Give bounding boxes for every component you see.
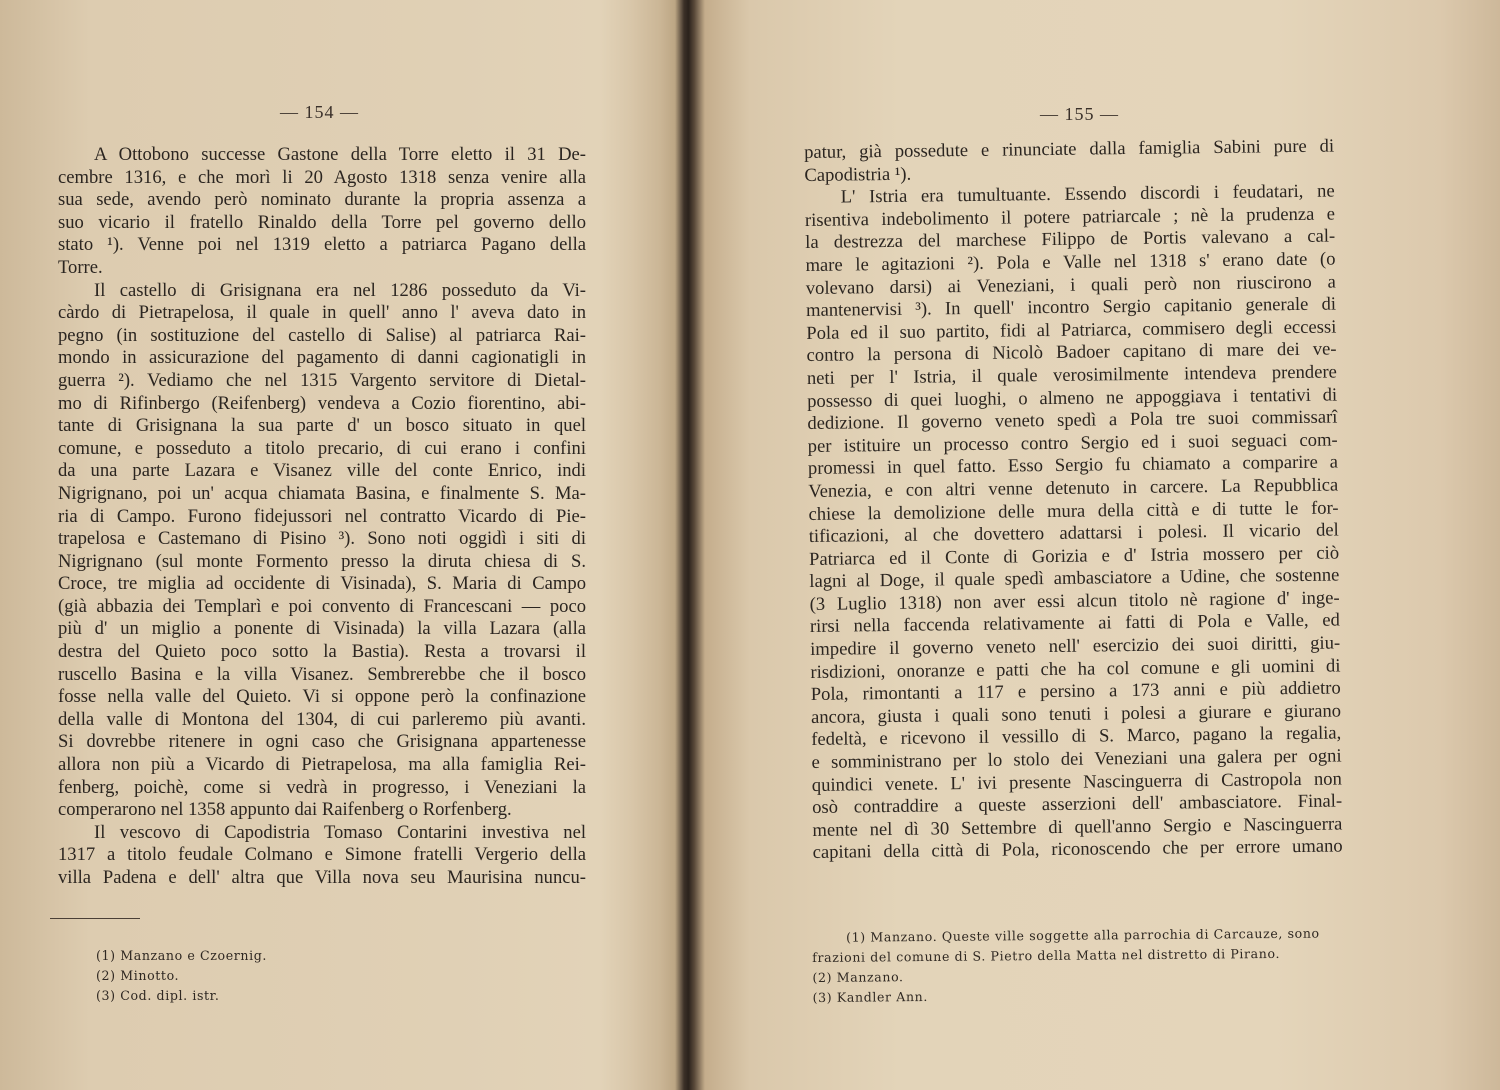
- page-number: — 154 —: [280, 102, 359, 122]
- text-line: L' Istria era tumultuante. Essendo discordi i feudatari, ne: [840, 180, 1335, 208]
- text-line: Capodistria ¹).: [804, 163, 912, 186]
- text-line: mantenervisi ³). In quell' incontro Sergio capitanio generale di: [805, 293, 1337, 322]
- text-line: mare le agitazioni ²). Pola e Valle nel 1318 s' erano date (o: [805, 248, 1336, 276]
- footnote: (1) Manzano. Queste ville soggette alla parrochia di Carcauze, sono: [846, 925, 1320, 945]
- text-line: la destrezza del marchese Filippo de Portis valevano a cal-: [805, 225, 1336, 254]
- text-line: suo vicario il fratello Rinaldo della Torre pel governo dello: [58, 211, 586, 233]
- page-body-text: [58, 144, 586, 890]
- text-line: da una parte Lazara e Visanez ville del conte Enrico, indi: [58, 460, 586, 482]
- text-line: per istituire un processo contro Sergio ed i suoi seguaci com-: [807, 429, 1338, 457]
- text-line: della valle di Montona del 1304, di cui parleremo più avanti.: [58, 708, 586, 730]
- text-line: risdizioni, onoranze e patti che ha col comune e gli uomini di: [810, 655, 1341, 683]
- text-line: guerra ²). Vediamo che nel 1315 Vargento servitore di Dietal-: [58, 369, 586, 391]
- text-line: rirsi nella faccenda relativamente ai fatti di Pola e Valle, ed: [809, 609, 1341, 638]
- text-line: Il castello di Grisignana era nel 1286 posseduto da Vi-: [94, 279, 586, 301]
- footnote: (2) Minotto.: [96, 968, 180, 983]
- text-line: impedire il governo veneto nell' esercizio dei suoi diritti, giu-: [810, 632, 1341, 661]
- text-line: ruscello Basina e la villa Visanez. Sembrerebbe che il bosco: [58, 663, 586, 685]
- text-line: tante di Grisignana la sua parte d' un bosco situato in quel: [58, 415, 586, 437]
- page-number: — 155 —: [1040, 104, 1119, 124]
- text-line: pegno (in sostituzione del castello di Salise) al patriarca Rai-: [58, 324, 586, 346]
- text-line: cembre 1316, e che morì li 20 Agosto 1318 senza venire alla: [58, 166, 586, 188]
- text-line: Nigrignano (sul monte Formento presso la diruta chiesa di S.: [58, 550, 586, 572]
- text-line: comperarono nel 1358 appunto dai Raifenberg o Rorfenberg.: [58, 799, 512, 821]
- text-line: trapelosa e Castemano di Pisino ³). Sono noti oggidì i siti di: [58, 528, 586, 550]
- text-line: possesso di quei luoghi, o almeno ne appoggiava i tentativi di: [807, 384, 1338, 412]
- text-line: mo di Rifinbergo (Reifenberg) vendeva a Cozio fiorentino, abi-: [58, 392, 586, 414]
- text-line: comune, e posseduto a titolo precario, di cui erano i confini: [58, 437, 586, 459]
- text-line: ancora, giusta i quali sono tenuti i polesi a giurare e giurano: [810, 700, 1342, 728]
- page-body-text: [804, 136, 1343, 865]
- text-line: mente nel dì 30 Settembre di quell'anno Sergio e Nascinguerra: [812, 813, 1343, 841]
- footnote-rule: [50, 918, 140, 919]
- text-line: risentiva indebolimento il potere patriarcale ; nè la prudenza e: [804, 203, 1336, 231]
- text-line: dedizione. Il governo veneto spedì a Pola tre suoi commissarî: [807, 406, 1338, 435]
- text-line: Pola ed il suo partito, fidi al Patriarca, commisero degli eccessi: [806, 316, 1337, 344]
- text-line: stato ¹). Venne poi nel 1319 eletto a patriarca Pagano della: [58, 234, 586, 256]
- text-line: Patriarca ed il Conte di Gorizia e d' Istria mossero per ciò: [808, 542, 1340, 570]
- text-line: sua sede, avendo però nominato durante la propria assenza a: [58, 189, 586, 211]
- text-line: Croce, tre miglia ad occidente di Visinada), S. Maria di Campo: [58, 573, 586, 595]
- text-line: Il vescovo di Capodistria Tomaso Contarini investiva nel: [94, 821, 586, 843]
- text-line: patur, già possedute e rinunciate dalla famiglia Sabini pure di: [804, 135, 1335, 163]
- text-line: destra del Quieto poco sotto la Bastia). Resta a trovarsi il: [58, 641, 586, 663]
- footnote: (1) Manzano e Czoernig.: [96, 948, 267, 963]
- text-line: promessi in quel fatto. Esso Sergio fu chiamato a comparire a: [807, 451, 1339, 480]
- right-page: [700, 0, 1500, 1090]
- text-line: fedeltà, e ricevono il vessillo di S. Marco, pagano la regalia,: [811, 722, 1342, 751]
- text-line: (già abbazia dei Templarì e poi convento di Francescani — poco: [58, 595, 586, 617]
- text-line: mondo in assicurazione del pagamento di danni cagionatigli in: [58, 347, 586, 369]
- text-line: allora non più a Vicardo di Pietrapelosa, ma alla famiglia Rei-: [58, 754, 586, 776]
- text-line: capitani della città di Pola, riconoscendo che per errore umano: [812, 835, 1343, 864]
- footnotes: [96, 946, 267, 1006]
- footnote: (3) Kandler Ann.: [812, 988, 929, 1005]
- text-line: tificazioni, al che dovettero adattarsi i polesi. Il vicario del: [808, 519, 1339, 548]
- text-line: Venezia, e con altri venne detenuto in carcere. La Repubblica: [808, 474, 1339, 502]
- text-line: fosse nella valle del Quieto. Vi si oppone però la confinazione: [58, 686, 586, 708]
- text-line: Si dovrebbe ritenere in ogni caso che Grisignana appartenesse: [58, 731, 586, 753]
- footnote: (3) Cod. dipl. istr.: [96, 988, 220, 1003]
- footnote: (2) Manzano.: [812, 969, 904, 985]
- text-line: Pola, rimontanti a 117 e persino a 173 anni e più addietro: [810, 677, 1341, 706]
- text-line: neti per l' Istria, il quale verosimilmente intendeva prendere: [806, 361, 1337, 389]
- text-line: osò contraddire a queste asserzioni dell' ambasciatore. Final-: [812, 790, 1343, 819]
- text-line: contro la persona di Nicolò Badoer capitano di mare dei ve-: [806, 338, 1337, 367]
- text-line: Torre.: [58, 256, 103, 278]
- text-line: Nigrignano, poi un' acqua chiamata Basina, e finalmente S. Ma-: [58, 482, 586, 504]
- text-line: A Ottobono successe Gastone della Torre eletto il 31 De-: [94, 144, 586, 165]
- text-line: villa Padena e dell' altra que Villa nova seu Maurisina nuncu-: [58, 867, 586, 888]
- text-line: e somministrano per lo stolo dei Veneziani una galera per ogni: [811, 745, 1342, 773]
- footnotes: [812, 923, 1343, 1008]
- text-line: chiese la demolizione delle mura della città e di tutte le for-: [808, 496, 1339, 525]
- text-line: più d' un miglio a ponente di Visinada) la villa Lazara (alla: [58, 618, 586, 640]
- text-line: càrdo di Pietrapelosa, il quale in quell' anno l' aveva dato in: [58, 302, 586, 324]
- text-line: quindici venete. L' ivi presente Nascinguerra di Castropola non: [811, 768, 1342, 796]
- text-line: 1317 a titolo feudale Colmano e Simone fratelli Vergerio della: [58, 844, 586, 866]
- left-page: [0, 0, 680, 1090]
- text-line: fenberg, poichè, come si vedrà in progresso, i Veneziani la: [58, 776, 586, 798]
- text-line: lagni al Doge, il quale spedì ambasciatore a Udine, che sostenne: [809, 564, 1340, 593]
- text-line: (3 Luglio 1318) non aver essi alcun titolo nè ragione d' inge-: [809, 587, 1340, 615]
- footnote: frazioni del comune di S. Pietro della Matta nel distretto di Pirano.: [812, 945, 1281, 965]
- text-line: ria di Campo. Furono fidejussori nel contratto Vicardo di Pie-: [58, 505, 586, 527]
- text-line: volevano darsi) ai Veneziani, i quali però non riuscirono a: [805, 271, 1336, 299]
